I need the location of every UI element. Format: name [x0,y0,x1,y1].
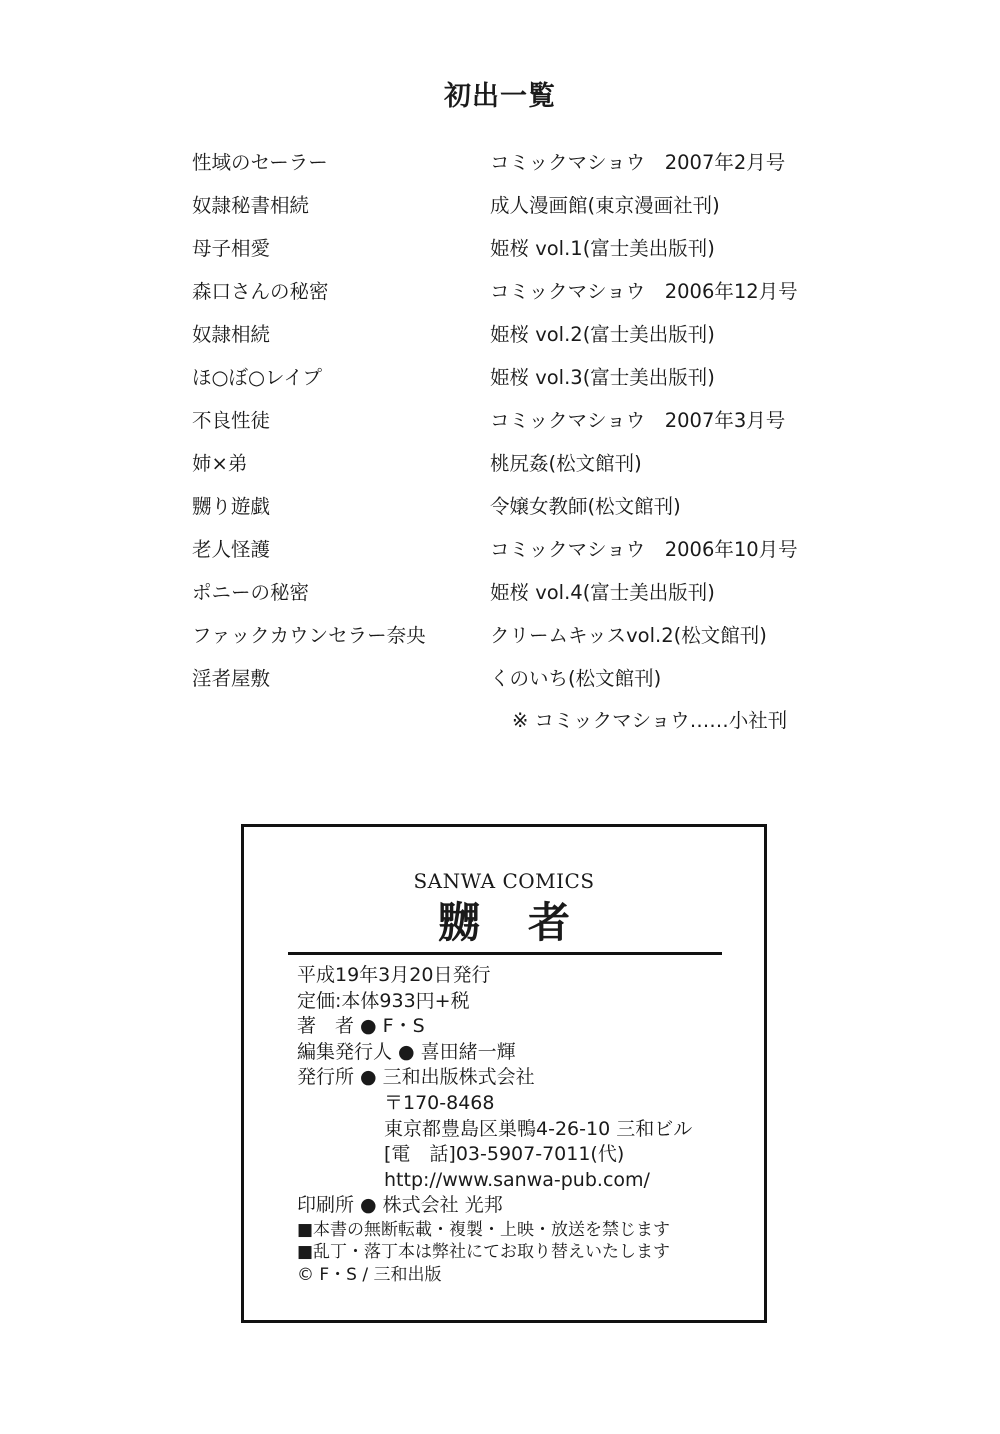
publisher: 発行所 ● 三和出版株式会社 [297,1066,535,1089]
work-source: コミックマショウ 2007年2月号 [490,151,786,174]
work-source: 姫桜 vol.2(富士美出版刊) [490,323,715,346]
notice-defects: ■乱丁・落丁本は弊社にてお取り替えいたします [297,1242,671,1263]
work-title: 姉×弟 [192,452,248,475]
list-item [192,619,832,662]
work-title: 淫者屋敷 [192,667,271,690]
work-source: コミックマショウ 2006年10月号 [490,538,798,561]
colophon-box [241,824,767,1323]
first-appearance-list [192,146,832,705]
list-item [192,361,832,404]
editor: 編集発行人 ● 喜田緒一輝 [297,1040,516,1063]
work-title: 嬲り遊戯 [192,495,271,518]
list-item [192,275,832,318]
work-title: 不良性徒 [192,409,271,432]
list-item [192,189,832,232]
address: 東京都豊島区巣鴨4-26-10 三和ビル [384,1117,693,1140]
work-source: 姫桜 vol.1(富士美出版刊) [490,237,715,260]
list-item [192,490,832,533]
work-source: 姫桜 vol.4(富士美出版刊) [490,581,715,604]
title-divider [288,952,722,955]
notice-reproduction: ■本書の無断転載・複製・上映・放送を禁じます [297,1219,671,1240]
printer: 印刷所 ● 株式会社 光邦 [297,1194,503,1217]
work-source: クリームキッスvol.2(松文館刊) [490,624,767,647]
work-title: 母子相愛 [192,237,271,260]
copyright: © F・S / 三和出版 [297,1264,442,1285]
list-item [192,404,832,447]
website-url: http://www.sanwa-pub.com/ [384,1168,650,1191]
list-item [192,576,832,619]
book-title: 嬲者 [437,898,618,947]
work-title: 性域のセーラー [192,151,328,174]
page-title: 初出一覧 [444,81,556,112]
author: 著 者 ● F・S [297,1015,425,1038]
listing-note: ※ コミックマショウ……小社刊 [512,709,788,732]
work-source: コミックマショウ 2006年12月号 [490,280,798,303]
issue-date: 平成19年3月20日発行 [297,964,491,986]
list-item [192,318,832,361]
list-item [192,662,832,705]
imprint-label: SANWA COMICS [413,869,595,893]
work-title: 奴隷相続 [192,323,271,346]
work-source: 成人漫画館(東京漫画社刊) [490,194,720,217]
colophon-details [297,963,747,1286]
list-item [192,447,832,490]
work-source: 桃尻姦(松文館刊) [490,452,642,475]
list-item [192,232,832,275]
price: 定価:本体933円+税 [297,989,470,1012]
list-item [192,146,832,189]
work-title: 森口さんの秘密 [192,280,329,303]
work-title: ファックカウンセラー奈央 [192,624,426,647]
phone: [電 話]03-5907-7011(代) [384,1143,625,1166]
work-source: 姫桜 vol.3(富士美出版刊) [490,366,715,389]
work-title: 老人怪護 [192,538,271,561]
work-source: コミックマショウ 2007年3月号 [490,409,786,432]
work-source: くのいち(松文館刊) [490,667,662,690]
work-title: 奴隷秘書相続 [192,194,310,217]
work-source: 令嬢女教師(松文館刊) [490,495,681,518]
list-item [192,533,832,576]
postal-code: 〒170-8468 [384,1091,495,1114]
work-title: ほ○ぼ○レイプ [192,366,322,389]
work-title: ポニーの秘密 [192,581,310,604]
